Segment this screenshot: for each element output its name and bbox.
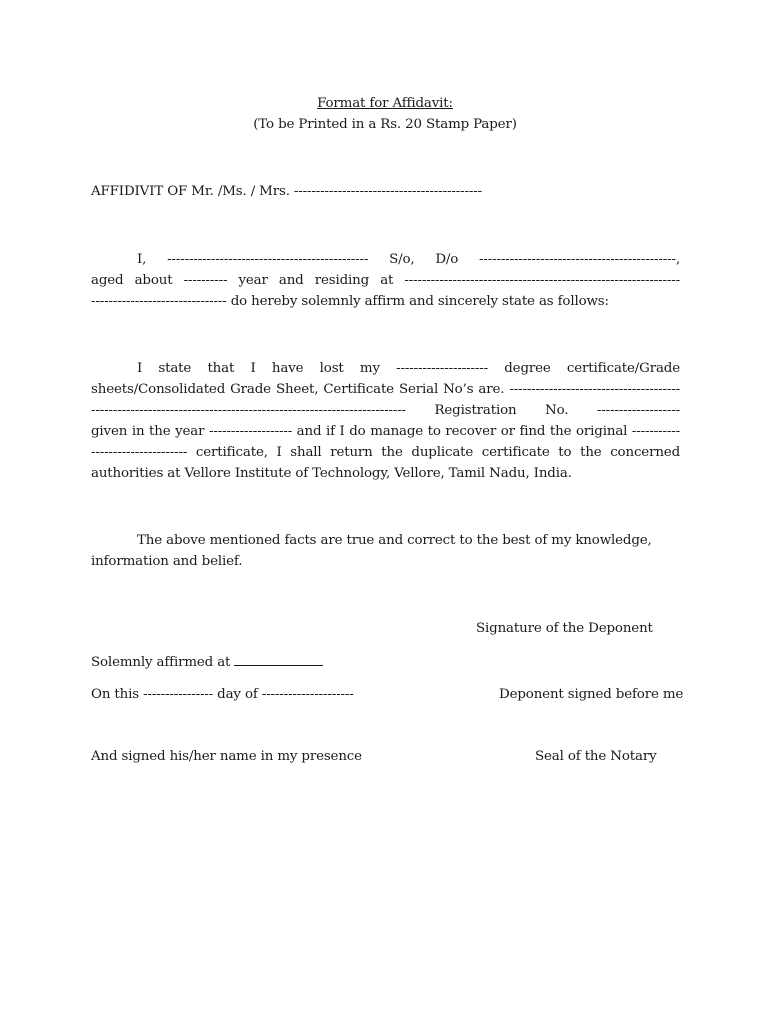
document-subtitle: (To be Printed in a Rs. 20 Stamp Paper) xyxy=(253,117,517,132)
on-this-day-line: On this ---------------- day of --------------------- xyxy=(91,687,354,702)
signed-in-presence: And signed his/her name in my presence xyxy=(91,749,362,764)
signature-of-deponent: Signature of the Deponent xyxy=(476,621,653,636)
place-blank-line xyxy=(234,653,323,666)
para1-line2: aged about ---------- year and residing at --------------------------------------------------------------- xyxy=(91,273,680,288)
solemnly-affirmed-row xyxy=(91,652,323,673)
para2-line6: authorities at Vellore Institute of Technology, Vellore, Tamil Nadu, India. xyxy=(91,466,572,481)
deponent-signed-before-me: Deponent signed before me xyxy=(499,687,684,702)
para1-line1: I, ---------------------------------------------- S/o, D/o ---------------------------------------------, xyxy=(137,252,680,267)
para2-line1: I state that I have lost my --------------------- degree certificate/Grade xyxy=(137,361,680,376)
affidavit-of-line: AFFIDIVIT OF Mr. /Ms. / Mrs. ------------------------------------------- xyxy=(91,184,483,199)
document-title: Format for Affidavit: xyxy=(317,96,453,111)
para3-line1: The above mentioned facts are true and correct to the best of my knowledge, xyxy=(137,533,652,548)
seal-of-notary: Seal of the Notary xyxy=(535,749,657,764)
para2-line5: ---------------------- certificate, I shall return the duplicate certificate to the concerned xyxy=(91,445,680,460)
para1-line3: ------------------------------- do hereby solemnly affirm and sincerely state as follows: xyxy=(91,294,609,309)
para3-line2: information and belief. xyxy=(91,554,243,569)
para2-line4: given in the year ------------------- and if I do manage to recover or find the original ----------- xyxy=(91,424,680,439)
para2-line2: sheets/Consolidated Grade Sheet, Certificate Serial No’s are. --------------------------------------- xyxy=(91,382,680,397)
para2-line3: ------------------------------------------------------------------------ Registration No. ------------------- xyxy=(91,403,680,418)
solemnly-affirmed-label: Solemnly affirmed at xyxy=(91,655,231,670)
